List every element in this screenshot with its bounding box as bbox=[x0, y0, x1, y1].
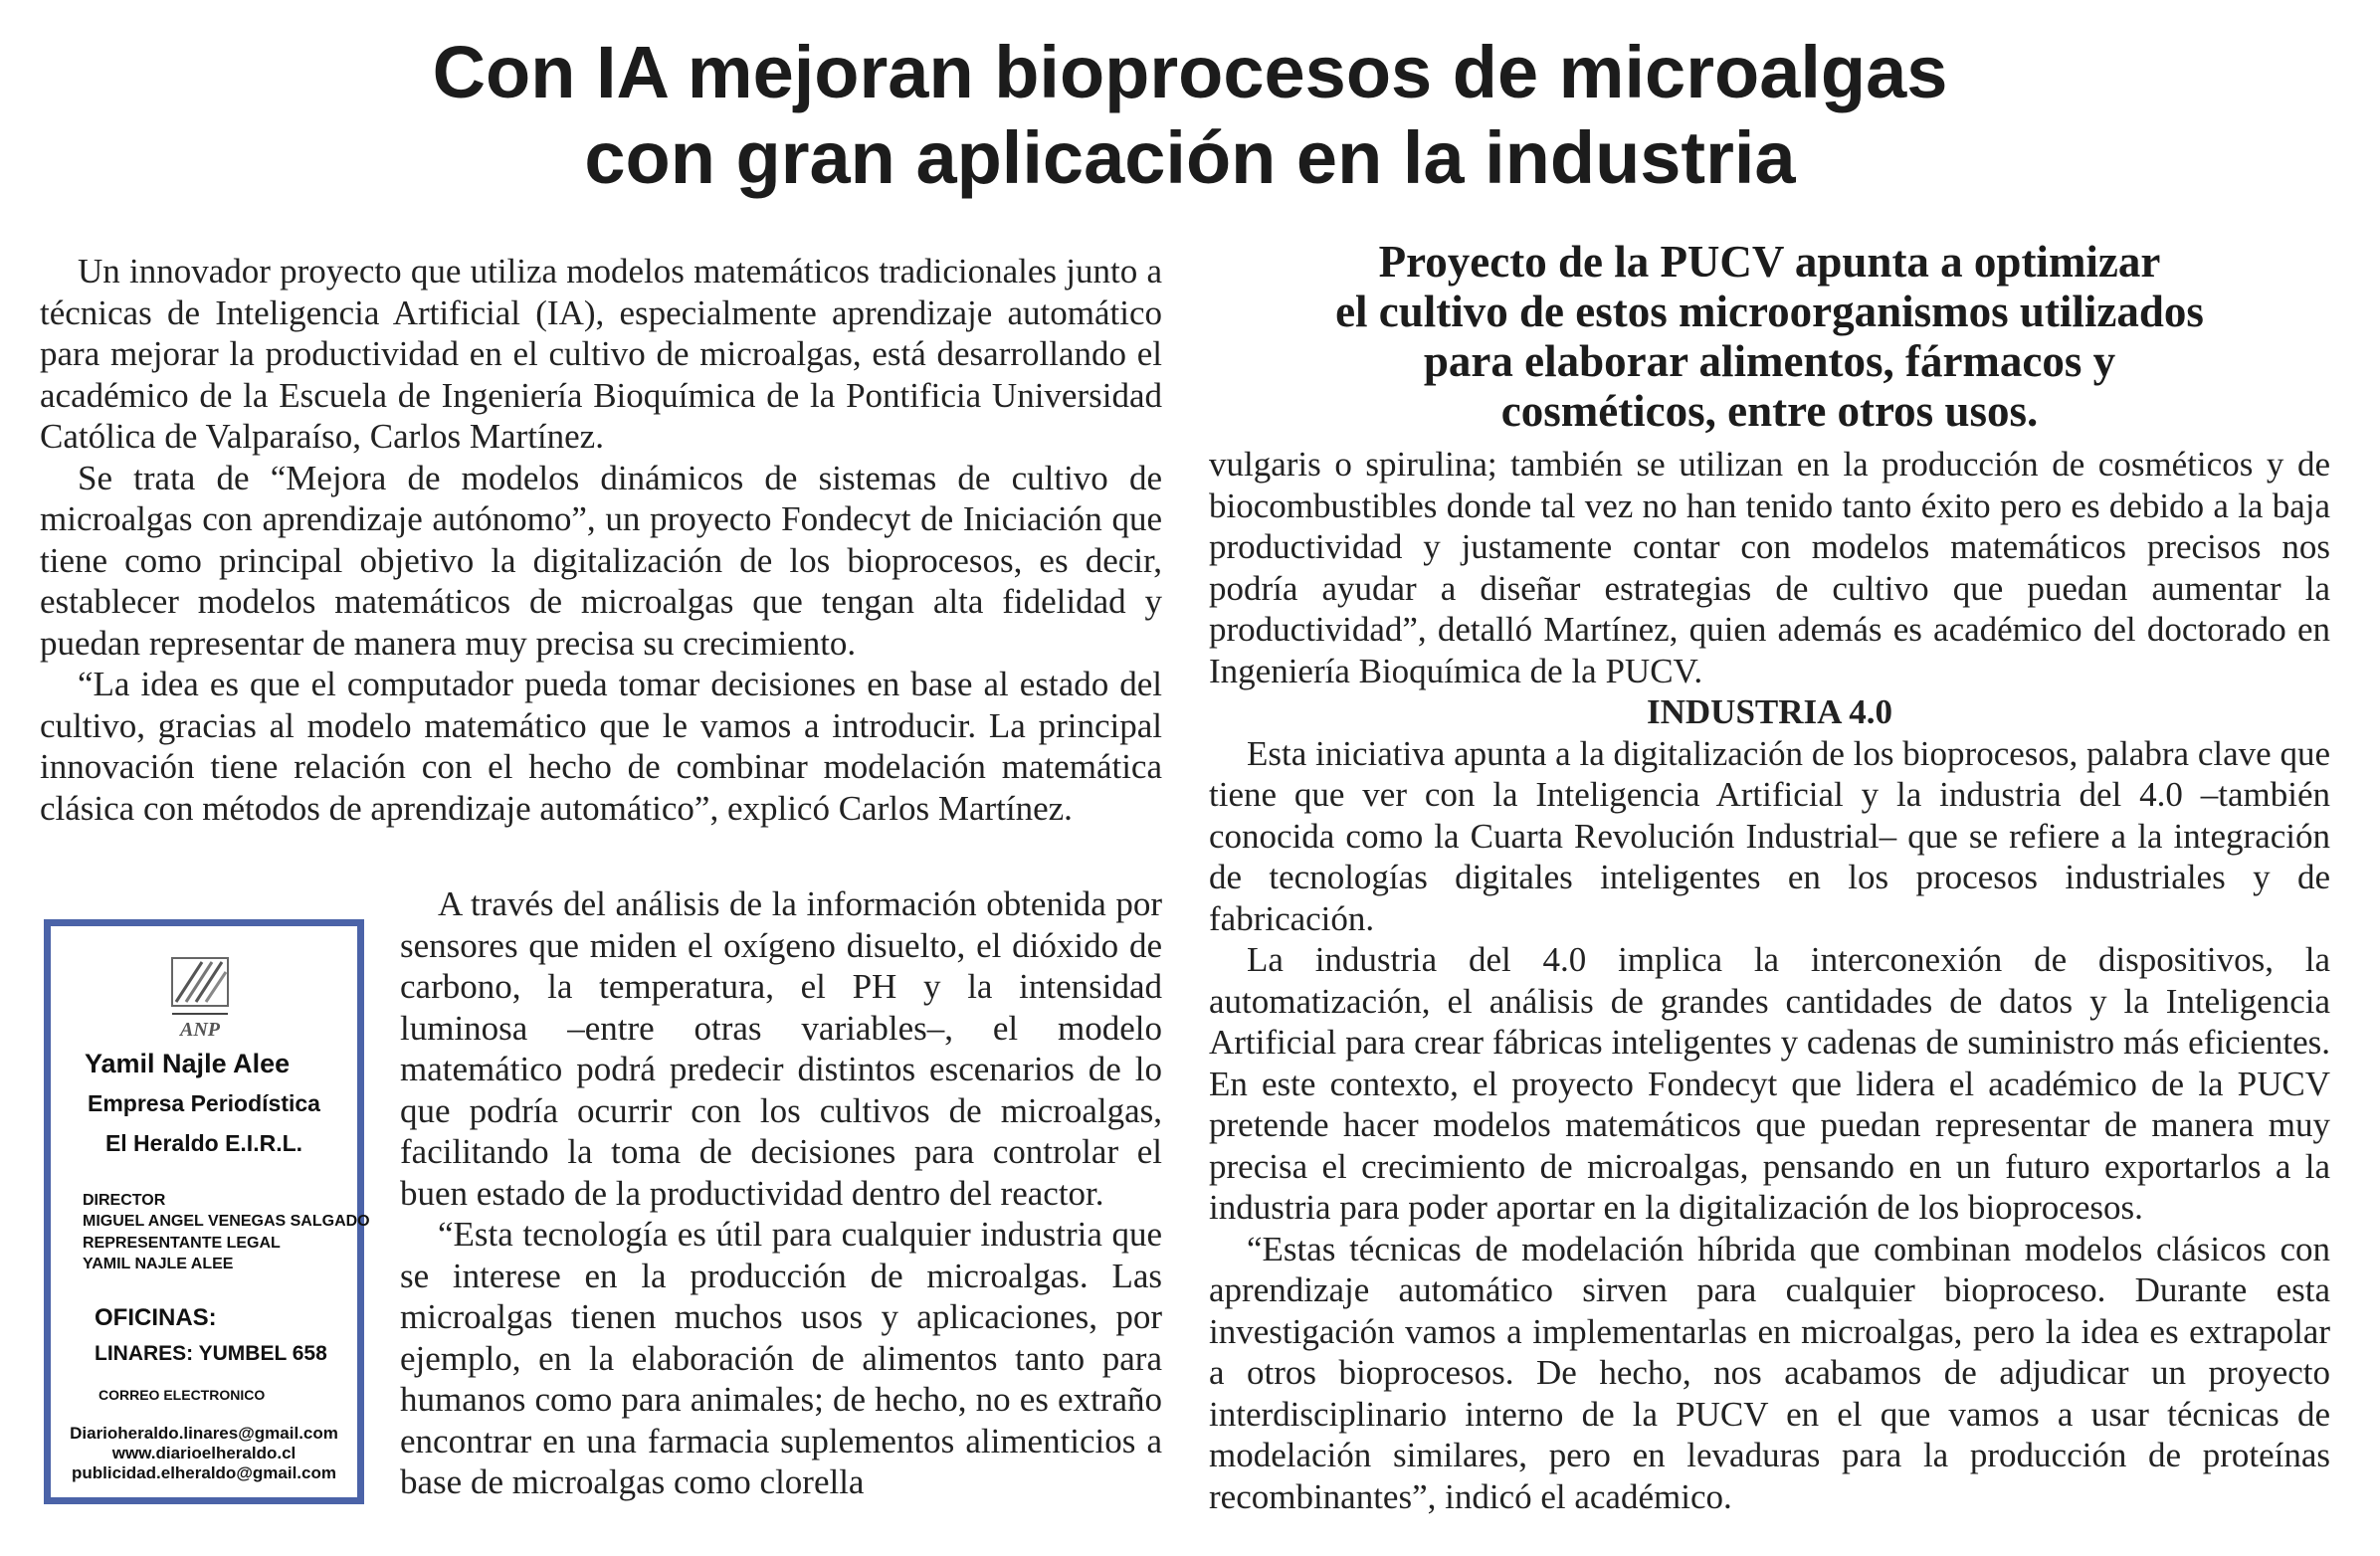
deck-line-3: para elaborar alimentos, fármacos y bbox=[1423, 336, 2116, 386]
article-paragraph: vulgaris o spirulina; también se utilizan en la producción de cosméticos y de biocombustibles donde tal vez no han tenido tanto éxito pero es debido a la baja productividad y justamente contar con modelos matemáticos precisos nos podría ayudar a diseñar estrategias de cultivo que puedan aumentar la productividad”, detalló Martínez, quien además es académico del doctorado en Ingeniería Bioquímica de la PUCV. bbox=[1209, 445, 2330, 690]
legal-rep-label: REPRESENTANTE LEGAL bbox=[83, 1235, 281, 1252]
headline-line-2: con gran aplicación en la industria bbox=[584, 116, 1796, 199]
masthead-box bbox=[44, 919, 370, 1504]
logo-text: ANP bbox=[180, 1019, 220, 1041]
offices-label: OFICINAS: bbox=[95, 1304, 217, 1331]
left-column-top bbox=[40, 251, 1162, 829]
deck-line-4: cosméticos, entre otros usos. bbox=[1500, 386, 2039, 436]
deck-subtitle bbox=[1209, 237, 2330, 436]
office-address: LINARES: YUMBEL 658 bbox=[95, 1342, 327, 1365]
director-name: MIGUEL ANGEL VENEGAS SALGADO bbox=[83, 1213, 370, 1230]
deck-line-2: el cultivo de estos microorganismos utilizados bbox=[1335, 287, 2204, 336]
article-paragraph: “Estas técnicas de modelación híbrida que combinan modelos clásicos con aprendizaje automático sirven para cualquier bioproceso. Durante esta investigación vamos a implementarlas en microalgas, pero la idea es extrapolar a otros bioprocesos. De hecho, nos acabamos de adjudicar un proyecto interdisciplinario interno de la PUCV en el que vamos a usar técnicas de modelación similares, pero en levaduras para la producción de proteínas recombinantes”, indicó el académico. bbox=[1209, 1229, 2330, 1516]
left-column-bottom bbox=[400, 883, 1162, 1503]
article-paragraph: “La idea es que el computador pueda tomar decisiones en base al estado del cultivo, gracias al modelo matemático que le vamos a introducir. La principal innovación tiene relación con el hecho de combinar modelación matemática clásica con métodos de aprendizaje automático”, explicó Carlos Martínez. bbox=[40, 665, 1162, 828]
contact-website: www.diarioelheraldo.cl bbox=[111, 1444, 297, 1462]
anp-logo-icon bbox=[162, 952, 242, 1042]
company-name-2: El Heraldo E.I.R.L. bbox=[104, 1130, 303, 1156]
right-column bbox=[1209, 237, 2330, 1517]
article-paragraph: “Esta tecnología es útil para cualquier industria que se interese en la producción de microalgas. Las microalgas tienen muchos usos y aplicaciones, por ejemplo, en la elaboración de alimentos tanto para humanos como para animales; de hecho, no es extraño encontrar en una farmacia suplementos alimenticios a base de microalgas como clorella bbox=[400, 1215, 1162, 1501]
article-paragraph: Se trata de “Mejora de modelos dinámicos de sistemas de cultivo de microalgas con aprendizaje autónomo”, un proyecto Fondecyt de Iniciación que tiene como principal objetivo la digitalización de los bioprocesos, es decir, establecer modelos matemáticos de microalgas que tengan alta fidelidad y puedan representar de manera muy precisa su crecimiento. bbox=[40, 458, 1162, 663]
publisher-name: Yamil Najle Alee bbox=[85, 1049, 291, 1078]
company-name: Empresa Periodística bbox=[88, 1090, 320, 1116]
article-paragraph: La industria del 4.0 implica la interconexión de dispositivos, la automatización, el análisis de grandes cantidades de datos y la Inteligencia Artificial para crear fábricas inteligentes y cadenas de suministro más eficientes. En este contexto, el proyecto Fondecyt que lidera el académico de la PUCV pretende hacer modelos matemáticos que puedan representar de manera muy precisa el crecimiento de microalgas, pensando en un futuro exportarlos a la industria para poder aportar en la digitalización de los bioprocesos. bbox=[1209, 940, 2330, 1227]
deck-line-1: Proyecto de la PUCV apunta a optimizar bbox=[1378, 237, 2161, 287]
legal-rep-name: YAMIL NAJLE ALEE bbox=[83, 1256, 234, 1272]
article-paragraph: Esta iniciativa apunta a la digitalización de los bioprocesos, palabra clave que tiene que ver con la Inteligencia Artificial y la industria del 4.0 –también conocida como la Cuarta Revolución Industrial– que se refiere a la integración de tecnologías digitales inteligentes en los procesos industriales y de fabricación. bbox=[1209, 733, 2330, 938]
contact-email: Diarioheraldo.linares@gmail.com bbox=[70, 1424, 338, 1443]
contact-email-2: publicidad.elheraldo@gmail.com bbox=[72, 1463, 336, 1482]
section-subhead: INDUSTRIA 4.0 bbox=[1647, 692, 1892, 731]
article-paragraph: A través del análisis de la información obtenida por sensores que miden el oxígeno disuelto, el dióxido de carbono, la temperatura, el PH y la intensidad luminosa –entre otras variables–, el modelo matemático podrá predecir distintos escenarios de lo que podría ocurrir con los cultivos de microalgas, facilitando la toma de decisiones para controlar el buen estado de la productividad dentro del reactor. bbox=[400, 884, 1162, 1213]
email-label: CORREO ELECTRONICO bbox=[99, 1387, 266, 1403]
headline-line-1: Con IA mejoran bioprocesos de microalgas bbox=[432, 31, 1948, 113]
headline bbox=[0, 30, 2380, 201]
director-label: DIRECTOR bbox=[83, 1192, 166, 1209]
article-paragraph: Un innovador proyecto que utiliza modelos matemáticos tradicionales junto a técnicas de Inteligencia Artificial (IA), especialmente aprendizaje automático para mejorar la productividad en el cultivo de microalgas, está desarrollando el académico de la Escuela de Ingeniería Bioquímica de la Pontificia Universidad Católica de Valparaíso, Carlos Martínez. bbox=[40, 252, 1162, 456]
